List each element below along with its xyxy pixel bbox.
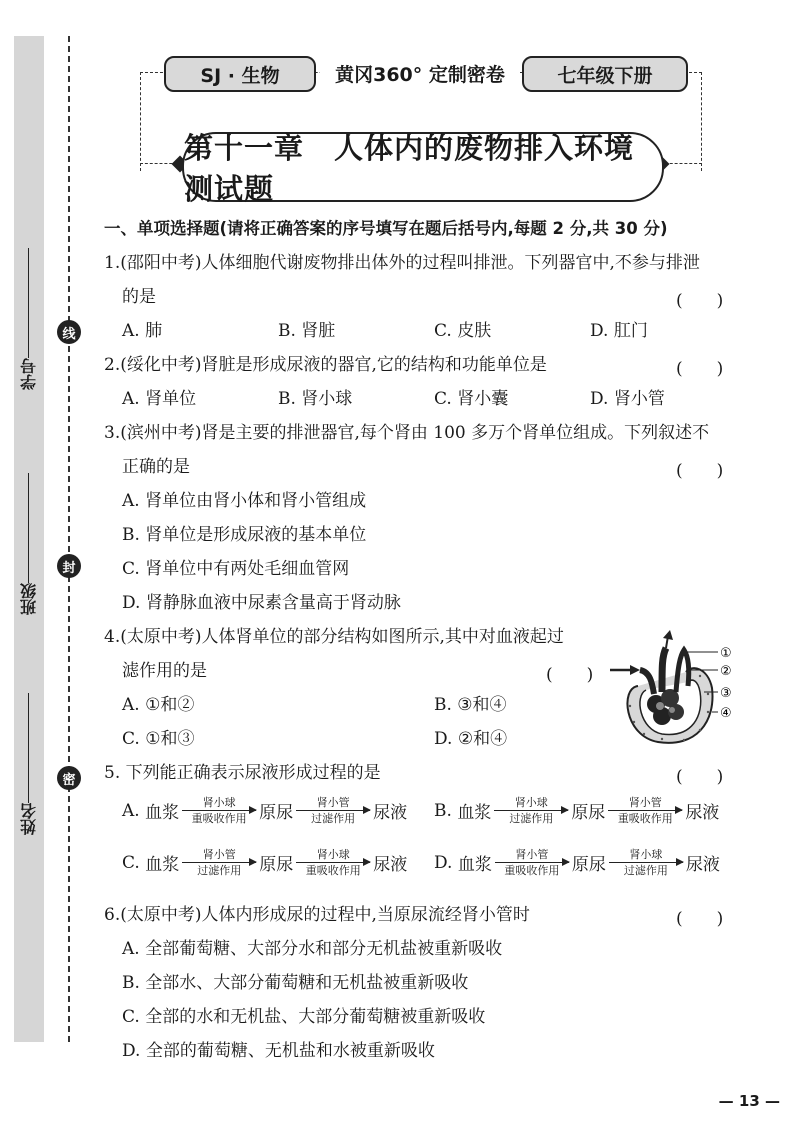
q6-option-a: A. 全部葡萄糖、大部分水和部分无机盐被重新吸收 xyxy=(122,939,503,959)
q2-option-d: D. 肾小管 xyxy=(590,389,665,409)
q6-answer-blank[interactable]: ( ) xyxy=(676,909,724,929)
q6-stem: 6.(太原中考)人体内形成尿的过程中,当原尿流经肾小管时 xyxy=(104,905,530,925)
grade-badge: 七年级下册 xyxy=(522,56,688,92)
q3-stem-cont: 正确的是 xyxy=(122,457,190,477)
q5-answer-blank[interactable]: ( ) xyxy=(676,767,724,787)
q2-answer-blank[interactable]: ( ) xyxy=(676,359,724,379)
efferent-arteriole xyxy=(662,648,666,692)
seal-line-mark: 线 xyxy=(57,320,81,344)
arrow: 肾小管 过滤作用 xyxy=(182,848,256,877)
q4-option-a: A. ①和② xyxy=(122,695,195,715)
name-label: 姓名 xyxy=(19,803,39,835)
diagram-label-3: ③ xyxy=(720,686,732,701)
q5-option-b: B. 血浆 肾小球 过滤作用 原尿 肾小管 重吸收作用 尿液 xyxy=(434,796,720,825)
q4-option-b: B. ③和④ xyxy=(434,695,507,715)
diagram-label-4: ④ xyxy=(720,706,732,721)
q6-option-c: C. 全部的水和无机盐、大部分葡萄糖被重新吸收 xyxy=(122,1007,486,1027)
arrow: 肾小管 重吸收作用 xyxy=(495,848,569,877)
page-number: — 13 — xyxy=(718,1092,780,1110)
q6-option-b: B. 全部水、大部分葡萄糖和无机盐被重新吸收 xyxy=(122,973,469,993)
q1-option-a: A. 肺 xyxy=(122,321,163,341)
page-title: 第十一章 人体内的废物排入环境测试题 xyxy=(182,132,664,202)
arrow: 肾小球 重吸收作用 xyxy=(182,796,256,825)
q4-option-c: C. ①和③ xyxy=(122,729,195,749)
q5-option-c: C. 血浆 肾小管 过滤作用 原尿 肾小球 重吸收作用 尿液 xyxy=(122,848,408,877)
cut-line xyxy=(68,36,70,1042)
class-underline xyxy=(29,473,30,583)
student-id-field[interactable] xyxy=(14,230,44,390)
seal-dense-mark: 密 xyxy=(57,766,81,790)
arrow: 肾小球 过滤作用 xyxy=(494,796,568,825)
subject-badge: SJ · 生物 xyxy=(164,56,316,92)
name-underline xyxy=(29,693,30,803)
q1-option-d: D. 肛门 xyxy=(590,321,648,341)
class-label: 班级 xyxy=(19,583,39,615)
q4-stem-cont: 滤作用的是 xyxy=(122,661,207,681)
series-name: 黄冈360° 定制密卷 xyxy=(320,60,520,87)
q3-answer-blank[interactable]: ( ) xyxy=(676,461,724,481)
q4-stem: 4.(太原中考)人体肾单位的部分结构如图所示,其中对血液起过 xyxy=(104,627,564,647)
q1-stem: 1.(邵阳中考)人体细胞代谢废物排出体外的过程叫排泄。下列器官中,不参与排泄 xyxy=(104,253,700,273)
q4-answer-blank[interactable]: ( ) xyxy=(546,665,594,685)
in-arrow-icon xyxy=(630,665,640,675)
q5-option-a: A. 血浆 肾小球 重吸收作用 原尿 肾小管 过滤作用 尿液 xyxy=(122,796,408,825)
seal-seal-mark: 封 xyxy=(57,554,81,578)
student-id-underline xyxy=(29,248,30,358)
class-field[interactable] xyxy=(14,445,44,615)
arrow: 肾小管 过滤作用 xyxy=(296,796,370,825)
q2-stem: 2.(绥化中考)肾脏是形成尿液的器官,它的结构和功能单位是 xyxy=(104,355,547,375)
q3-option-c: C. 肾单位中有两处毛细血管网 xyxy=(122,559,350,579)
q3-option-b: B. 肾单位是形成尿液的基本单位 xyxy=(122,525,367,545)
q3-option-a: A. 肾单位由肾小体和肾小管组成 xyxy=(122,491,367,511)
arrow: 肾小管 重吸收作用 xyxy=(608,796,682,825)
name-field[interactable] xyxy=(14,665,44,835)
q1-stem-cont: 的是 xyxy=(122,287,156,307)
q3-stem: 3.(滨州中考)肾是主要的排泄器官,每个肾由 100 多万个肾单位组成。下列叙述不 xyxy=(104,423,710,443)
q5-stem: 5. 下列能正确表示尿液形成过程的是 xyxy=(104,763,381,783)
q2-option-b: B. 肾小球 xyxy=(278,389,353,409)
q5-option-d: D. 血浆 肾小管 重吸收作用 原尿 肾小球 过滤作用 尿液 xyxy=(434,848,720,877)
out-arrow-icon xyxy=(663,630,673,640)
diagram-label-2: ② xyxy=(720,664,732,679)
nephron-diagram xyxy=(600,626,740,754)
q1-option-c: C. 皮肤 xyxy=(434,321,492,341)
student-id-label: 学号 xyxy=(19,358,39,390)
section-heading: 一、单项选择题(请将正确答案的序号填写在题后括号内,每题 2 分,共 30 分) xyxy=(104,219,668,238)
q4-option-d: D. ②和④ xyxy=(434,729,508,749)
q1-option-b: B. 肾脏 xyxy=(278,321,336,341)
q2-option-a: A. 肾单位 xyxy=(122,389,197,409)
q6-option-d: D. 全部的葡萄糖、无机盐和水被重新吸收 xyxy=(122,1041,435,1061)
diagram-label-1: ① xyxy=(720,646,732,661)
arrow: 肾小球 过滤作用 xyxy=(609,848,683,877)
arrow: 肾小球 重吸收作用 xyxy=(296,848,370,877)
q1-answer-blank[interactable]: ( ) xyxy=(676,291,724,311)
q3-option-d: D. 肾静脉血液中尿素含量高于肾动脉 xyxy=(122,593,401,613)
q2-option-c: C. 肾小囊 xyxy=(434,389,509,409)
